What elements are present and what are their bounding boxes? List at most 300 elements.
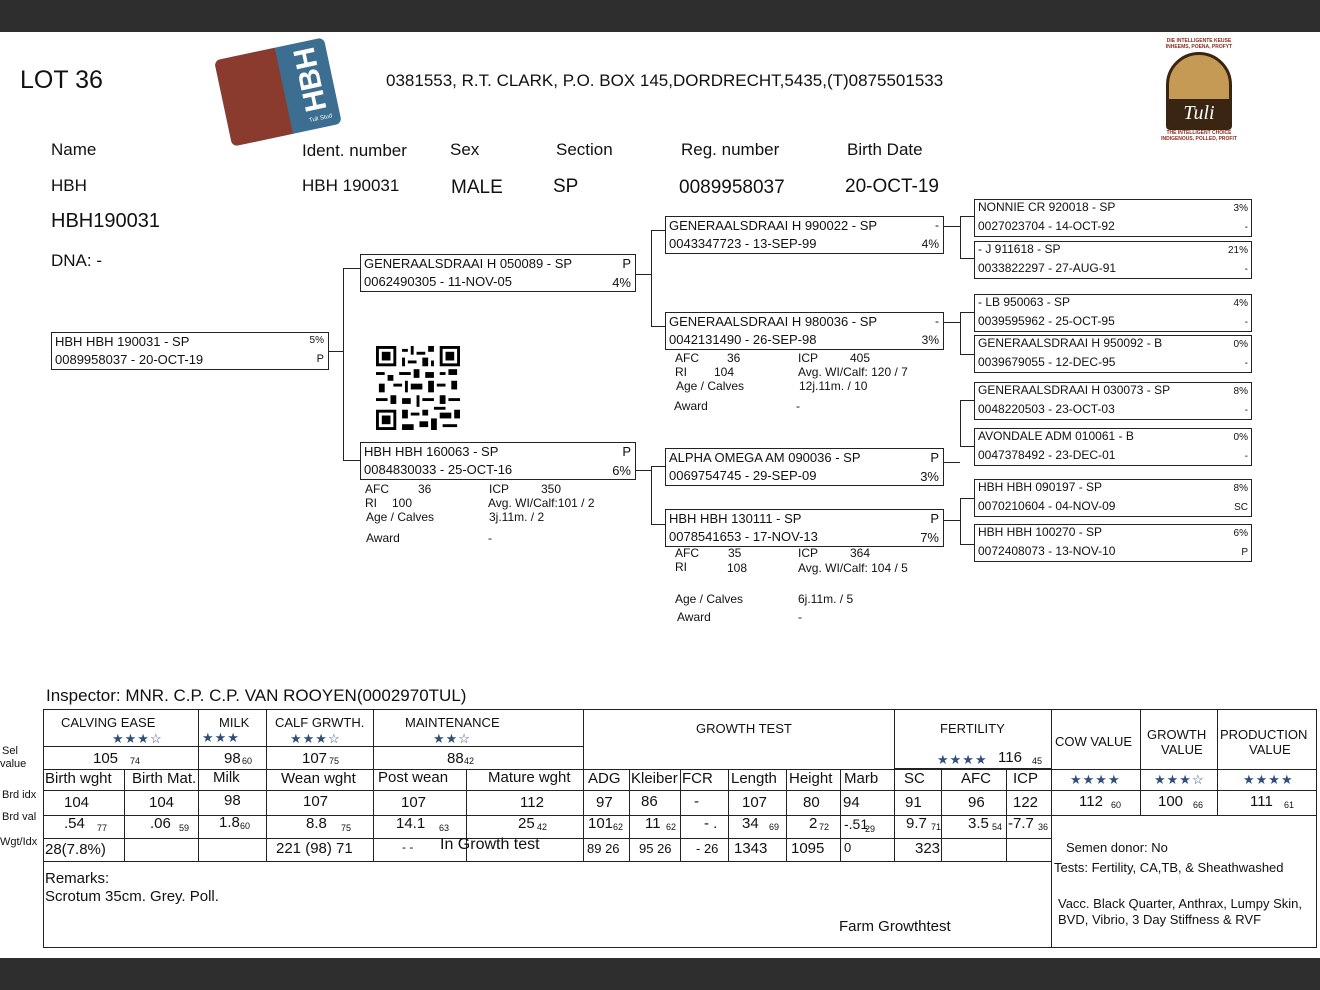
pedigree-sire <box>360 254 636 292</box>
calving-star-icon: ★★★☆ <box>112 731 163 746</box>
pedigree-dam <box>360 442 636 480</box>
qr-code-icon <box>374 346 462 430</box>
grid-line <box>629 769 630 861</box>
gg-tag: - <box>1244 222 1248 233</box>
grid-line <box>583 710 584 861</box>
wgt-length: 1343 <box>734 840 768 857</box>
growth-value: 100 <box>1158 793 1184 810</box>
dd-award-label: Award <box>677 610 711 624</box>
sd-line2: 0042131490 - 26-SEP-98 <box>669 332 817 347</box>
tuli-bull-emblem <box>1166 52 1232 130</box>
cow-value: 112 <box>1079 793 1103 810</box>
connector <box>944 322 960 323</box>
bv-icp: -7.7 <box>1008 815 1034 832</box>
col-length: Length <box>731 770 777 787</box>
dam-age: 3j.11m. / 2 <box>489 510 545 524</box>
col-mature-wght: Mature wght <box>488 769 571 786</box>
ss-tag: - <box>935 218 939 232</box>
connector <box>960 498 961 544</box>
bv-marb: -.51 <box>844 816 869 832</box>
sel-milk: 98 <box>224 750 241 767</box>
connector <box>651 524 665 525</box>
cow-head-icon <box>214 48 293 147</box>
wgt-growth-note: In Growth test <box>440 836 540 853</box>
gg-line2: 0072408073 - 13-NOV-10 <box>978 544 1116 558</box>
sd-tag: - <box>935 314 939 328</box>
bv-wean-wght-acc: 75 <box>341 823 352 833</box>
col-marb: Marb <box>844 770 879 787</box>
side-label-sel: Sel <box>2 745 18 757</box>
pedigree-sire-dam <box>665 312 944 350</box>
dd-age-label: Age / Calves <box>675 592 744 606</box>
label-birth: Birth Date <box>847 140 923 159</box>
bv-length: 34 <box>742 815 759 832</box>
gg-line2: 0039595962 - 25-OCT-95 <box>978 314 1115 328</box>
bv-icp-acc: 36 <box>1038 822 1049 832</box>
bv-sc-acc: 71 <box>931 822 942 832</box>
sd-afc-label: AFC <box>675 351 699 365</box>
wgt-fcr: - 26 <box>696 841 719 856</box>
connector <box>960 354 974 355</box>
gg-line1: GENERAALSDRAAI H 030073 - SP <box>978 383 1171 397</box>
wgt-adg: 89 26 <box>587 841 620 856</box>
bv-birth-mat: .06 <box>150 815 171 832</box>
group-maintenance: MAINTENANCE <box>405 715 500 730</box>
gg-line2: 0047378492 - 23-DEC-01 <box>978 448 1116 462</box>
bv-post-wean-acc: 63 <box>439 823 450 833</box>
group-growth-value-2: VALUE <box>1161 742 1203 757</box>
sd-line1: GENERAALSDRAAI H 980036 - SP <box>669 314 878 329</box>
dd-award: - <box>798 610 802 624</box>
grid-line <box>786 769 787 861</box>
production-value: 111 <box>1250 793 1273 810</box>
connector <box>944 462 960 463</box>
idx-length: 107 <box>742 794 768 811</box>
pedigree-gg-1 <box>974 199 1252 237</box>
grid-line <box>124 769 125 861</box>
sd-ri-label: RI <box>675 365 687 379</box>
pedigree-gg-5 <box>974 382 1252 420</box>
gg-line2: 0070210604 - 04-NOV-09 <box>978 499 1116 513</box>
tuli-logo <box>1160 38 1238 144</box>
production-value-acc: 61 <box>1284 800 1295 810</box>
side-label-brd-val: Brd val <box>2 811 37 823</box>
dd-line1: HBH HBH 130111 - SP <box>669 511 802 526</box>
gg-pct: 6% <box>1233 528 1248 539</box>
dam-tag: P <box>622 444 631 459</box>
bv-adg-acc: 62 <box>613 822 624 832</box>
ss-line2: 0043347723 - 13-SEP-99 <box>669 236 817 251</box>
idx-kleiber: 86 <box>641 793 658 810</box>
label-ident: Ident. number <box>302 141 407 160</box>
idx-afc: 96 <box>968 794 985 811</box>
group-cow-value: COW VALUE <box>1055 734 1133 749</box>
idx-adg: 97 <box>596 794 613 811</box>
grid-line <box>728 769 729 861</box>
dd-ri-label: RI <box>675 560 687 574</box>
pedigree-gg-3 <box>974 294 1252 332</box>
dd-tag: P <box>930 511 939 526</box>
gg-line1: GENERAALSDRAAI H 950092 - B <box>978 336 1163 350</box>
label-name: Name <box>51 140 97 159</box>
group-production-value: PRODUCTION <box>1220 727 1308 742</box>
ss-pct: 4% <box>921 237 939 251</box>
connector <box>960 544 974 545</box>
dam-afc-label: AFC <box>365 482 389 496</box>
bv-height: 2 <box>809 815 818 832</box>
animal-birth: 20-OCT-19 <box>845 176 939 197</box>
col-birth-mat: Birth Mat. <box>132 770 197 787</box>
pedigree-gg-7 <box>974 479 1252 517</box>
dam-award: - <box>488 531 492 545</box>
ds-tag: P <box>930 450 939 465</box>
gg-line1: HBH HBH 090197 - SP <box>978 480 1103 494</box>
bv-mature-wght-acc: 42 <box>537 822 548 832</box>
hbh-logo-sub: Tuli Stud <box>308 113 333 125</box>
gg-line2: 0039679055 - 12-DEC-95 <box>978 355 1116 369</box>
inspector: Inspector: MNR. C.P. C.P. VAN ROOYEN(0002970TUL) <box>46 686 467 705</box>
grid-line <box>1006 769 1007 861</box>
evaluation-table <box>43 709 1317 948</box>
bv-milk-acc: 60 <box>240 821 251 831</box>
gg-tag: - <box>1244 317 1248 328</box>
connector <box>944 520 960 521</box>
idx-marb: 94 <box>843 794 860 811</box>
gg-tag: SC <box>1234 502 1248 513</box>
animal-ident: HBH 190031 <box>302 176 400 195</box>
subject-tag: P <box>316 353 324 365</box>
dd-line2: 0078541653 - 17-NOV-13 <box>669 529 818 544</box>
grid-line <box>373 710 374 861</box>
connector <box>636 274 651 275</box>
connector <box>960 400 974 401</box>
sel-milk-acc: 60 <box>242 756 253 766</box>
col-icp: ICP <box>1013 770 1039 787</box>
gg-line1: AVONDALE ADM 010061 - B <box>978 429 1134 443</box>
vaccinations-1: Vacc. Black Quarter, Anthrax, Lumpy Skin, <box>1058 896 1302 911</box>
sel-calf-acc: 75 <box>329 756 340 766</box>
dam-age-label: Age / Calves <box>366 510 435 524</box>
sd-award: - <box>796 399 800 413</box>
gg-line1: HBH HBH 100270 - SP <box>978 525 1103 539</box>
wgt-sc: 323 <box>915 840 941 857</box>
connector <box>329 351 343 352</box>
idx-birth-mat: 104 <box>149 794 175 811</box>
dd-afc: 35 <box>728 546 742 560</box>
gv-star-icon: ★★★☆ <box>1154 772 1205 787</box>
pedigree-gg-8 <box>974 524 1252 562</box>
sel-maint: 88 <box>447 750 464 767</box>
pv-star-icon: ★★★★ <box>1243 772 1294 787</box>
grid-line <box>840 769 841 861</box>
sel-fert-acc: 45 <box>1032 756 1043 766</box>
connector <box>960 312 974 313</box>
dam-icp: 350 <box>541 482 562 496</box>
pedigree-gg-6 <box>974 428 1252 466</box>
bv-birth-wght-acc: 77 <box>97 823 108 833</box>
gg-pct: 4% <box>1233 298 1248 309</box>
dam-pct: 6% <box>612 463 631 478</box>
wgt-birth: 28(7.8%) <box>45 841 106 858</box>
pedigree-gg-4 <box>974 335 1252 373</box>
lot-number: LOT 36 <box>20 66 103 94</box>
dam-award-label: Award <box>366 531 400 545</box>
tuli-tag-bottom: THE INTELLIGENT CHOICE INDIGENOUS, POLLED, PROFIT <box>1161 130 1237 142</box>
grid-line <box>894 710 895 861</box>
connector <box>960 498 974 499</box>
group-growth-test: GROWTH TEST <box>696 721 792 736</box>
group-production-value-2: VALUE <box>1249 742 1291 757</box>
dam-line2: 0084830033 - 25-OCT-16 <box>364 462 513 477</box>
connector <box>960 216 961 258</box>
idx-milk: 98 <box>224 792 241 809</box>
connector <box>343 268 360 269</box>
dd-icp: 364 <box>850 546 871 560</box>
ds-line1: ALPHA OMEGA AM 090036 - SP <box>669 450 861 465</box>
cow-value-acc: 60 <box>1111 800 1122 810</box>
connector <box>651 230 652 326</box>
dam-afc: 36 <box>418 482 432 496</box>
wgt-height: 1095 <box>791 840 825 857</box>
sd-age: 12j.11m. / 10 <box>799 379 868 393</box>
connector <box>960 216 974 217</box>
sel-fert: 116 <box>998 749 1022 766</box>
connector <box>343 268 344 460</box>
bv-fcr: - . <box>704 815 718 832</box>
connector <box>960 400 961 446</box>
pedigree-dam-dam <box>665 509 944 547</box>
group-fertility: FERTILITY <box>940 721 1005 736</box>
dd-pct: 7% <box>920 530 939 545</box>
animal-name: HBH <box>51 176 87 195</box>
sd-afc: 36 <box>727 351 741 365</box>
ss-line1: GENERAALSDRAAI H 990022 - SP <box>669 218 878 233</box>
label-reg: Reg. number <box>681 140 780 159</box>
dam-ri-label: RI <box>365 496 377 510</box>
gg-pct: 8% <box>1233 483 1248 494</box>
cow-star-icon: ★★★★ <box>1070 772 1121 787</box>
subject-line1: HBH HBH 190031 - SP <box>55 334 190 349</box>
idx-height: 80 <box>803 794 820 811</box>
sd-icp: 405 <box>850 351 871 365</box>
hbh-logo-text: HBH <box>287 44 334 115</box>
pedigree-subject <box>51 332 329 370</box>
sel-calf: 107 <box>302 750 328 767</box>
growth-value-acc: 66 <box>1193 800 1204 810</box>
dam-ri: 100 <box>392 496 413 510</box>
dd-age: 6j.11m. / 5 <box>798 592 854 606</box>
bv-height-acc: 72 <box>819 822 830 832</box>
owner-details: 0381553, R.T. CLARK, P.O. BOX 145,DORDRECHT,5435,(T)0875501533 <box>386 71 944 90</box>
connector <box>960 446 974 447</box>
grid-line <box>266 710 267 861</box>
grid-line <box>1140 710 1141 815</box>
bv-kleiber-acc: 62 <box>666 822 677 832</box>
tests: Tests: Fertility, CA,TB, & Sheathwashed <box>1054 860 1284 875</box>
label-section: Section <box>556 140 613 159</box>
wgt-marb: 0 <box>844 840 852 855</box>
pedigree-sheet <box>0 32 1320 958</box>
sd-icp-label: ICP <box>798 351 819 365</box>
sd-age-label: Age / Calves <box>676 379 745 393</box>
vaccinations-2: BVD, Vibrio, 3 Day Stiffness & RVF <box>1058 912 1262 927</box>
side-label-brd-idx: Brd idx <box>2 789 37 801</box>
bv-afc: 3.5 <box>968 815 989 832</box>
dam-icp-label: ICP <box>489 482 510 496</box>
animal-section: SP <box>553 176 579 197</box>
side-label-value: value <box>0 758 27 770</box>
bv-kleiber: 11 <box>645 815 661 832</box>
gg-tag: - <box>1244 264 1248 275</box>
gg-pct: 8% <box>1233 386 1248 397</box>
bv-wean-wght: 8.8 <box>306 815 327 832</box>
sel-maint-acc: 42 <box>464 756 475 766</box>
sd-avg: Avg. WI/Calf: 120 / 7 <box>798 365 908 379</box>
bv-adg: 101 <box>588 815 614 832</box>
gg-tag: - <box>1244 405 1248 416</box>
side-label-wgt: Wgt/Idx <box>0 836 38 848</box>
col-milk: Milk <box>213 769 240 786</box>
bv-post-wean: 14.1 <box>396 815 426 832</box>
bv-milk: 1.8 <box>219 814 240 831</box>
idx-wean-wght: 107 <box>303 793 329 810</box>
wgt-post-wean: - - <box>402 840 414 854</box>
dd-icp-label: ICP <box>798 546 819 560</box>
sd-pct: 3% <box>921 333 939 347</box>
col-fcr: FCR <box>682 770 713 787</box>
sd-ri: 104 <box>714 365 735 379</box>
milk-star-icon: ★★★ <box>202 730 240 745</box>
sire-line2: 0062490305 - 11-NOV-05 <box>364 274 512 289</box>
gg-line2: 0027023704 - 14-OCT-92 <box>978 219 1115 233</box>
dd-avg: Avg. WI/Calf: 104 / 5 <box>798 561 908 575</box>
connector <box>944 226 960 227</box>
grid-line <box>198 710 199 861</box>
gg-line2: 0048220503 - 23-OCT-03 <box>978 402 1115 416</box>
grid-line <box>1051 710 1052 948</box>
grid-line <box>1217 710 1218 815</box>
sel-calving-acc: 74 <box>130 756 141 766</box>
bv-birth-mat-acc: 59 <box>179 823 190 833</box>
dam-line1: HBH HBH 160063 - SP <box>364 444 499 459</box>
idx-sc: 91 <box>905 794 922 811</box>
idx-fcr: - <box>694 793 699 810</box>
gg-pct: 0% <box>1233 339 1248 350</box>
connector <box>651 326 665 327</box>
wgt-kleiber: 95 26 <box>639 841 672 856</box>
sel-calving: 105 <box>93 750 119 767</box>
group-growth-value: GROWTH <box>1147 727 1207 742</box>
animal-reg: 0089958037 <box>679 177 785 198</box>
idx-birth-wght: 104 <box>64 794 90 811</box>
remarks: Scrotum 35cm. Grey. Poll. <box>45 888 219 905</box>
sire-pct: 4% <box>612 275 631 290</box>
dd-afc-label: AFC <box>675 546 699 560</box>
animal-dna: DNA: - <box>51 251 102 270</box>
connector <box>651 466 665 467</box>
grid-line <box>941 769 942 861</box>
sd-award-label: Award <box>674 399 708 413</box>
farm-growthtest: Farm Growthtest <box>839 918 951 935</box>
hbh-logo <box>214 37 342 146</box>
subject-pct: 5% <box>309 335 324 346</box>
col-wean-wght: Wean wght <box>281 770 356 787</box>
idx-mature-wght: 112 <box>520 794 544 811</box>
pedigree-gg-2 <box>974 241 1252 279</box>
connector <box>651 466 652 524</box>
connector <box>960 258 974 259</box>
bv-mature-wght: 25 <box>518 815 535 832</box>
col-adg: ADG <box>588 770 621 787</box>
col-sc: SC <box>904 770 925 787</box>
gg-tag: - <box>1244 358 1248 369</box>
bv-birth-wght: .54 <box>64 815 85 832</box>
gg-pct: 3% <box>1233 203 1248 214</box>
sire-tag: P <box>622 256 631 271</box>
group-milk: MILK <box>219 715 250 730</box>
maint-star-icon: ★★☆ <box>433 731 471 746</box>
dd-ri: 108 <box>727 561 748 575</box>
bv-marb-acc: 29 <box>865 824 876 834</box>
dam-avg: Avg. WI/Calf:101 / 2 <box>488 496 595 510</box>
gg-line1: NONNIE CR 920018 - SP <box>978 200 1116 214</box>
wgt-wean: 221 (98) 71 <box>276 840 353 857</box>
pedigree-sire-sire <box>665 216 944 254</box>
tuli-logo-text: Tuli <box>1169 99 1229 127</box>
connector <box>636 470 651 471</box>
sire-line1: GENERAALSDRAAI H 050089 - SP <box>364 256 573 271</box>
grid-line <box>44 861 1052 862</box>
semen-donor: Semen donor: No <box>1066 840 1168 855</box>
connector <box>343 460 360 461</box>
connector <box>651 230 665 231</box>
col-post-wean: Post wean <box>378 769 449 786</box>
idx-post-wean: 107 <box>401 794 427 811</box>
grid-line <box>44 838 1052 839</box>
gg-line2: 0033822297 - 27-AUG-91 <box>978 261 1117 275</box>
tuli-tag-top: DIE INTELLIGENTE KEUSE INHEEMS, POENA, PROFYT <box>1165 38 1233 50</box>
animal-name2: HBH190031 <box>51 210 160 232</box>
gg-pct: 0% <box>1233 432 1248 443</box>
bv-length-acc: 69 <box>769 822 780 832</box>
pedigree-dam-sire <box>665 448 944 486</box>
gg-tag: - <box>1244 451 1248 462</box>
idx-icp: 122 <box>1013 794 1039 811</box>
col-height: Height <box>789 770 833 787</box>
gg-pct: 21% <box>1227 245 1248 256</box>
subject-line2: 0089958037 - 20-OCT-19 <box>55 352 204 367</box>
bv-sc: 9.7 <box>906 815 927 832</box>
group-calf-growth: CALF GRWTH. <box>275 715 365 730</box>
col-afc: AFC <box>961 770 991 787</box>
bv-afc-acc: 54 <box>992 822 1003 832</box>
ds-line2: 0069754745 - 29-SEP-09 <box>669 468 817 483</box>
fert-star-icon: ★★★★ <box>937 752 988 767</box>
connector <box>960 312 961 354</box>
calf-star-icon: ★★★☆ <box>290 731 341 746</box>
gg-line1: - LB 950063 - SP <box>978 295 1071 309</box>
ds-pct: 3% <box>920 469 939 484</box>
col-birth-wght: Birth wght <box>45 770 112 787</box>
animal-sex: MALE <box>451 177 503 198</box>
group-calving-ease: CALVING EASE <box>61 715 156 730</box>
grid-line <box>680 769 681 861</box>
col-kleiber: Kleiber <box>631 770 678 787</box>
label-sex: Sex <box>450 140 480 159</box>
gg-tag: P <box>1241 547 1248 558</box>
gg-line1: - J 911618 - SP <box>978 242 1061 256</box>
remarks-label: Remarks: <box>45 870 110 887</box>
